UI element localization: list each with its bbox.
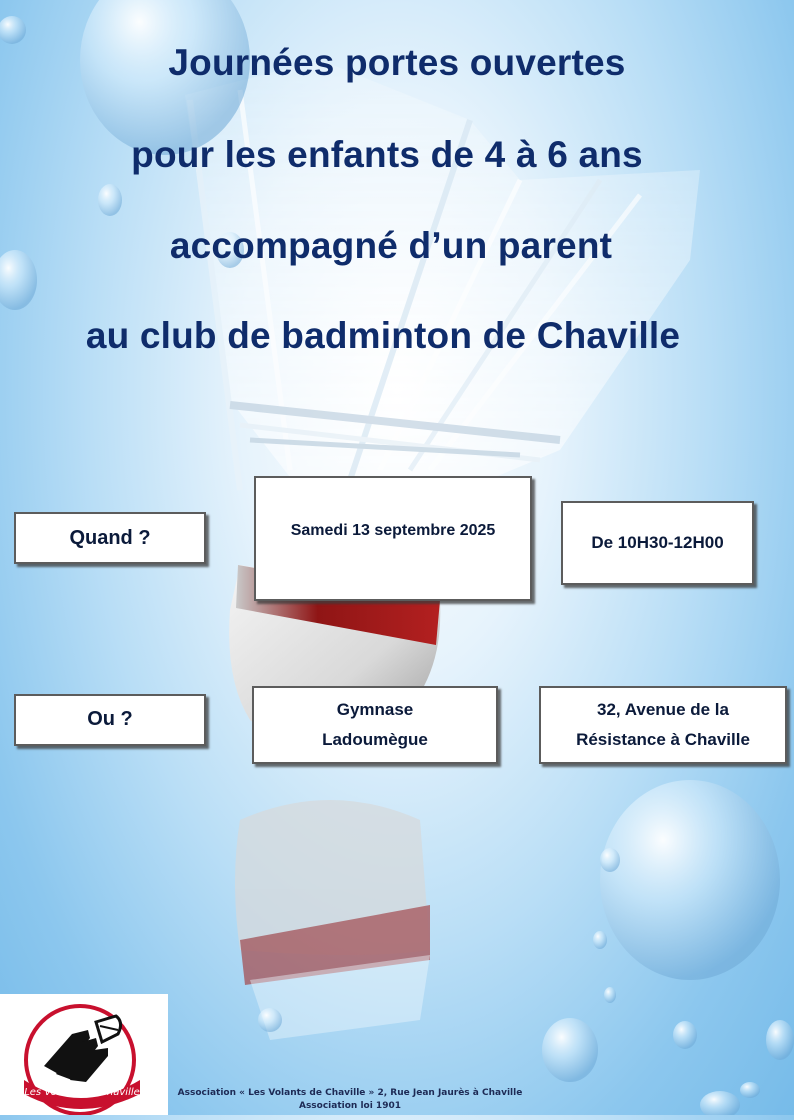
date-box [254, 476, 532, 601]
when-label: Quand ? [69, 526, 151, 549]
title-line-4: au club de badminton de Chaville [85, 315, 681, 356]
title-line-3: accompagné d’un parent [169, 225, 613, 266]
where-label: Ou ? [87, 708, 133, 730]
shuttlecock-icon [44, 1016, 121, 1082]
time-text: De 10H30-12H00 [591, 533, 724, 552]
time-box [561, 501, 754, 585]
footer-address: Association « Les Volants de Chaville » 2, Rue Jean Jaurès à Chaville [177, 1088, 523, 1098]
date-text: Samedi 13 septembre 2025 [290, 522, 496, 539]
venue-line-1: Gymnase [336, 700, 414, 719]
when-label-box [14, 512, 206, 564]
shuttlecock-reflection [235, 800, 430, 1040]
title-line-1: Journées portes ouvertes [168, 42, 626, 83]
title-line-2: pour les enfants de 4 à 6 ans [131, 134, 643, 175]
where-label-box [14, 694, 206, 746]
shuttlecock-feathers [185, 60, 700, 500]
club-logo [0, 994, 168, 1115]
club-logo-text: Les Volants de Chaville [24, 1087, 140, 1098]
venue-box [252, 686, 498, 764]
footer-legal: Association loi 1901 [298, 1101, 401, 1111]
address-line-1: 32, Avenue de la [597, 700, 729, 719]
address-box [539, 686, 787, 764]
venue-line-2: Ladoumègue [322, 730, 428, 749]
club-logo-panel [0, 994, 168, 1115]
address-line-2: Résistance à Chaville [576, 730, 750, 749]
